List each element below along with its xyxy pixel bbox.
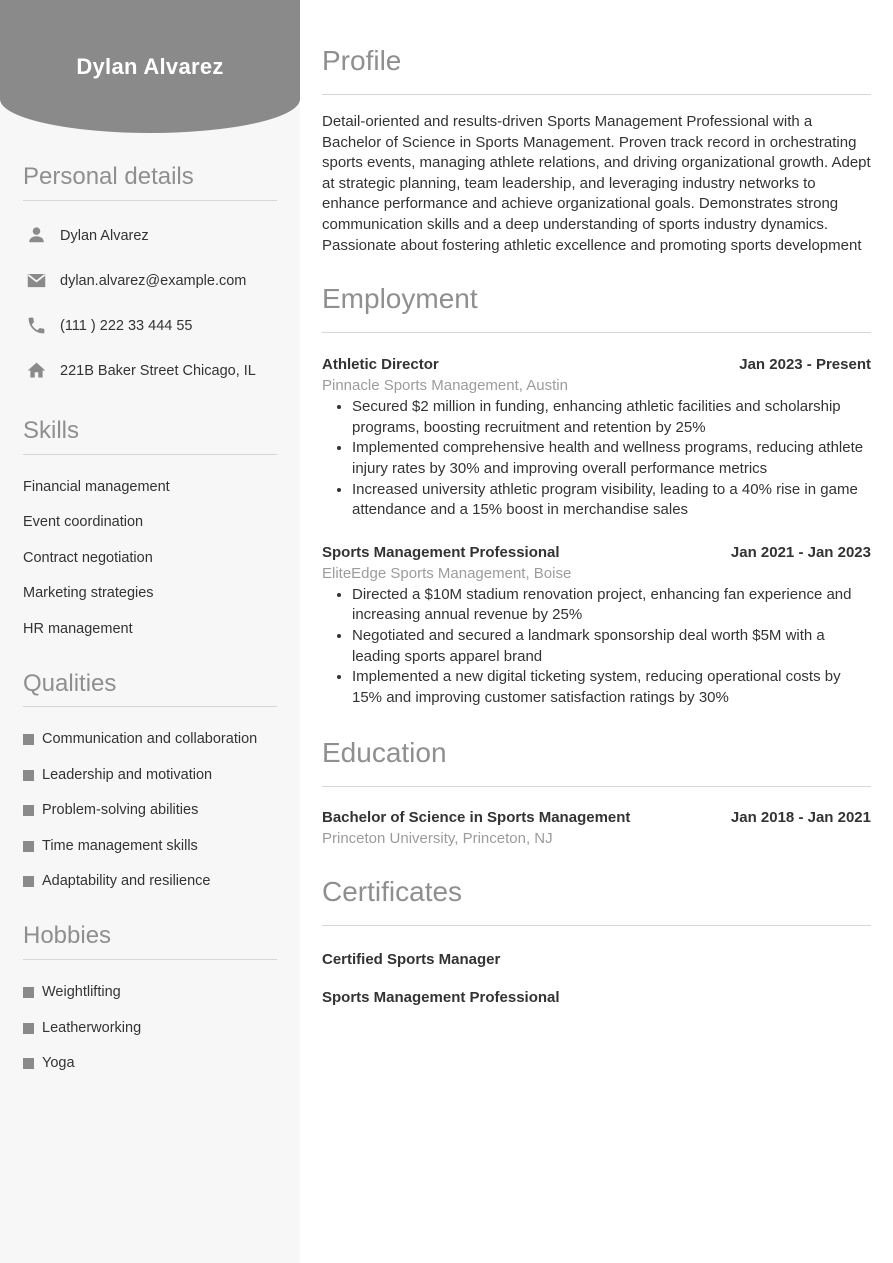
person-icon [25,225,47,247]
personal-details-title: Personal details [23,163,194,190]
section-divider [322,94,871,95]
name-header [0,0,300,133]
skills-section [23,417,277,637]
square-bullet-icon [23,770,34,781]
hobby-item [23,985,277,1000]
quality-label: Adaptability and resilience [42,873,211,890]
job-title: Sports Management Professional [322,543,560,561]
square-bullet-icon [23,987,34,998]
employment-section [322,282,871,708]
certificates-title: Certificates [322,876,463,908]
hobby-item [23,1056,277,1071]
email-icon [25,270,47,292]
skills-title: Skills [23,416,80,444]
main-content [300,0,893,1263]
hobbies-section [23,922,277,1071]
job-bullet: • Secured $2 million in funding, enhancing athletic facilities and scholarship programs, boosting recruitment and retention by 25% [352,397,871,438]
personal-detail-value: 221B Baker Street Chicago, IL [60,362,256,379]
personal-details-section [23,163,277,384]
employment-title: Employment [322,283,478,315]
square-bullet-icon [23,841,34,852]
personal-detail-value: Dylan Alvarez [60,227,149,244]
qualities-list [23,732,277,889]
job-bullet: • Implemented comprehensive health and wellness programs, reducing athlete injury rates by 30% and improving overall performance metrics [352,438,871,479]
sidebar [0,0,300,1263]
job-company: Pinnacle Sports Management, Austin [322,377,568,395]
square-bullet-icon [23,805,34,816]
job-bullet: • Increased university athletic program visibility, leading to a 40% rise in game attendance and a 15% boost in merchandise sales [352,480,871,521]
job-title: Athletic Director [322,356,439,374]
certificates-section [322,875,871,1006]
quality-item [23,803,277,818]
skills-list [23,480,277,637]
degree-title: Bachelor of Science in Sports Management [322,809,631,827]
sidebar-content [0,163,300,1071]
job-company: EliteEdge Sports Management, Boise [322,564,572,582]
job-entry [322,356,871,521]
job-bullet: • Implemented a new digital ticketing system, reducing operational costs by 15% and improving customer satisfaction ratings by 30% [352,667,871,708]
quality-item [23,732,277,747]
job-header [322,544,871,561]
section-divider [322,925,871,926]
quality-label: Time management skills [42,837,198,854]
profile-section [322,44,871,256]
quality-label: Leadership and motivation [42,766,213,783]
section-divider [23,200,277,201]
job-entry [322,544,871,709]
education-header [322,809,871,826]
education-title: Education [322,737,447,769]
qualities-section [23,670,277,890]
square-bullet-icon [23,1058,34,1069]
phone-icon [25,315,47,337]
skill-item: Contract negotiation [23,549,153,566]
home-icon [25,360,47,382]
job-bullet: • Directed a $10M stadium renovation project, enhancing fan experience and increasing annual revenue by 25% [352,585,871,626]
section-divider [322,786,871,787]
section-divider [23,959,277,960]
skill-item: HR management [23,620,133,637]
square-bullet-icon [23,876,34,887]
personal-detail-name [23,223,277,249]
certificate-item: Certified Sports Manager [322,951,501,969]
job-bullet-list [322,397,871,521]
education-dates: Jan 2018 - Jan 2021 [730,809,871,827]
skill-item: Event coordination [23,514,144,531]
hobby-label: Leatherworking [42,1019,142,1036]
personal-detail-phone [23,313,277,339]
personal-detail-value: (111 ) 222 33 444 55 [60,317,193,334]
job-bullet: • Negotiated and secured a landmark sponsorship deal worth $5M with a leading sports apparel brand [352,626,871,667]
hobbies-list [23,985,277,1071]
quality-label: Communication and collaboration [42,731,258,748]
school-name: Princeton University, Princeton, NJ [322,830,553,848]
section-divider [23,454,277,455]
quality-label: Problem-solving abilities [42,802,199,819]
job-dates: Jan 2023 - Present [739,356,871,374]
square-bullet-icon [23,734,34,745]
candidate-name: Dylan Alvarez [76,53,224,79]
personal-details-list [23,223,277,384]
quality-item [23,839,277,854]
square-bullet-icon [23,1023,34,1034]
qualities-title: Qualities [23,669,117,697]
job-header [322,356,871,373]
hobby-item [23,1021,277,1036]
quality-item [23,768,277,783]
education-section [322,736,871,847]
skill-item: Marketing strategies [23,585,154,602]
profile-title: Profile [322,45,402,76]
education-entry [322,809,871,847]
profile-text: Detail-oriented and results-driven Sports Management Professional with a Bachelor of Science in Sports Management. Proven track record in orchestrating sports events, managing athlete relations, and driving organizational growth. Adept at strategic planning, team leadership, and leveraging industry networks to enhance performance and achieve organizational goals. Demonstrates strong communication skills and a deep understanding of sports industry dynamics. Passionate about fostering athletic excellence and promoting sports development [322,113,871,254]
hobbies-title: Hobbies [23,922,112,950]
hobby-label: Yoga [42,1055,75,1072]
certificates-list [322,951,871,1006]
job-bullet-list [322,585,871,709]
personal-detail-value: dylan.alvarez@example.com [60,272,247,289]
personal-detail-email [23,268,277,294]
certificate-item: Sports Management Professional [322,989,560,1007]
section-divider [322,332,871,333]
skill-item: Financial management [23,478,170,495]
job-dates: Jan 2021 - Jan 2023 [730,543,871,561]
hobby-label: Weightlifting [42,984,121,1001]
section-divider [23,706,277,707]
quality-item [23,874,277,889]
personal-detail-address [23,358,277,384]
